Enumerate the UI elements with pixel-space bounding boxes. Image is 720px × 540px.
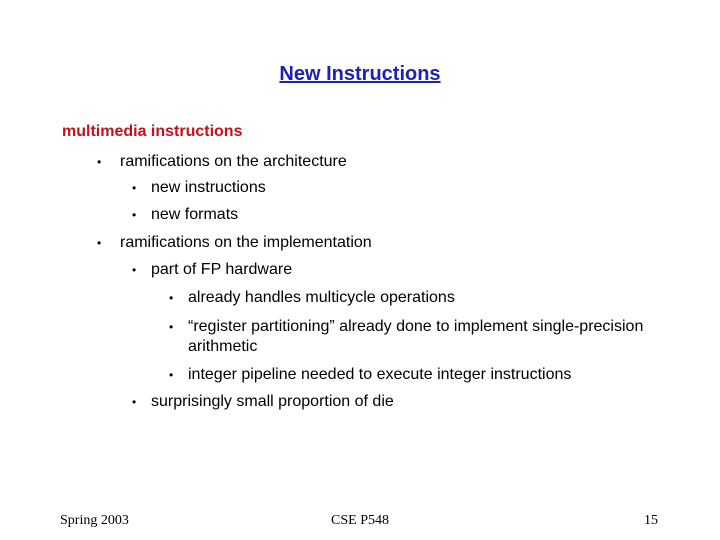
bullet-item: “register partitioning” already done to implement single-precision arithmetic [188,318,644,355]
bullet-icon: • [169,320,174,334]
bullet-icon: • [169,291,174,305]
bullet-item: ramifications on the implementation [120,234,372,251]
bullet-icon: • [97,155,102,169]
bullet-item: new formats [151,206,239,223]
bullet-icon: • [132,263,137,277]
bullet-item: integer pipeline needed to execute integer instructions [188,366,572,383]
bullet-icon: • [169,368,174,382]
bullet-item: ramifications on the architecture [120,153,347,170]
footer-date: Spring 2003 [60,513,129,528]
bullet-item: new instructions [151,179,266,196]
bullet-icon: • [132,208,137,222]
slide-title: New Instructions [279,63,441,85]
bullet-icon: • [132,181,137,195]
footer-course: CSE P548 [331,513,389,528]
section-heading: multimedia instructions [62,123,243,140]
bullet-icon: • [97,236,102,250]
bullet-icon: • [132,395,137,409]
bullet-item: already handles multicycle operations [188,289,455,306]
bullet-item: surprisingly small proportion of die [151,393,394,410]
bullet-item: part of FP hardware [151,261,293,278]
footer-page-number: 15 [644,513,658,528]
